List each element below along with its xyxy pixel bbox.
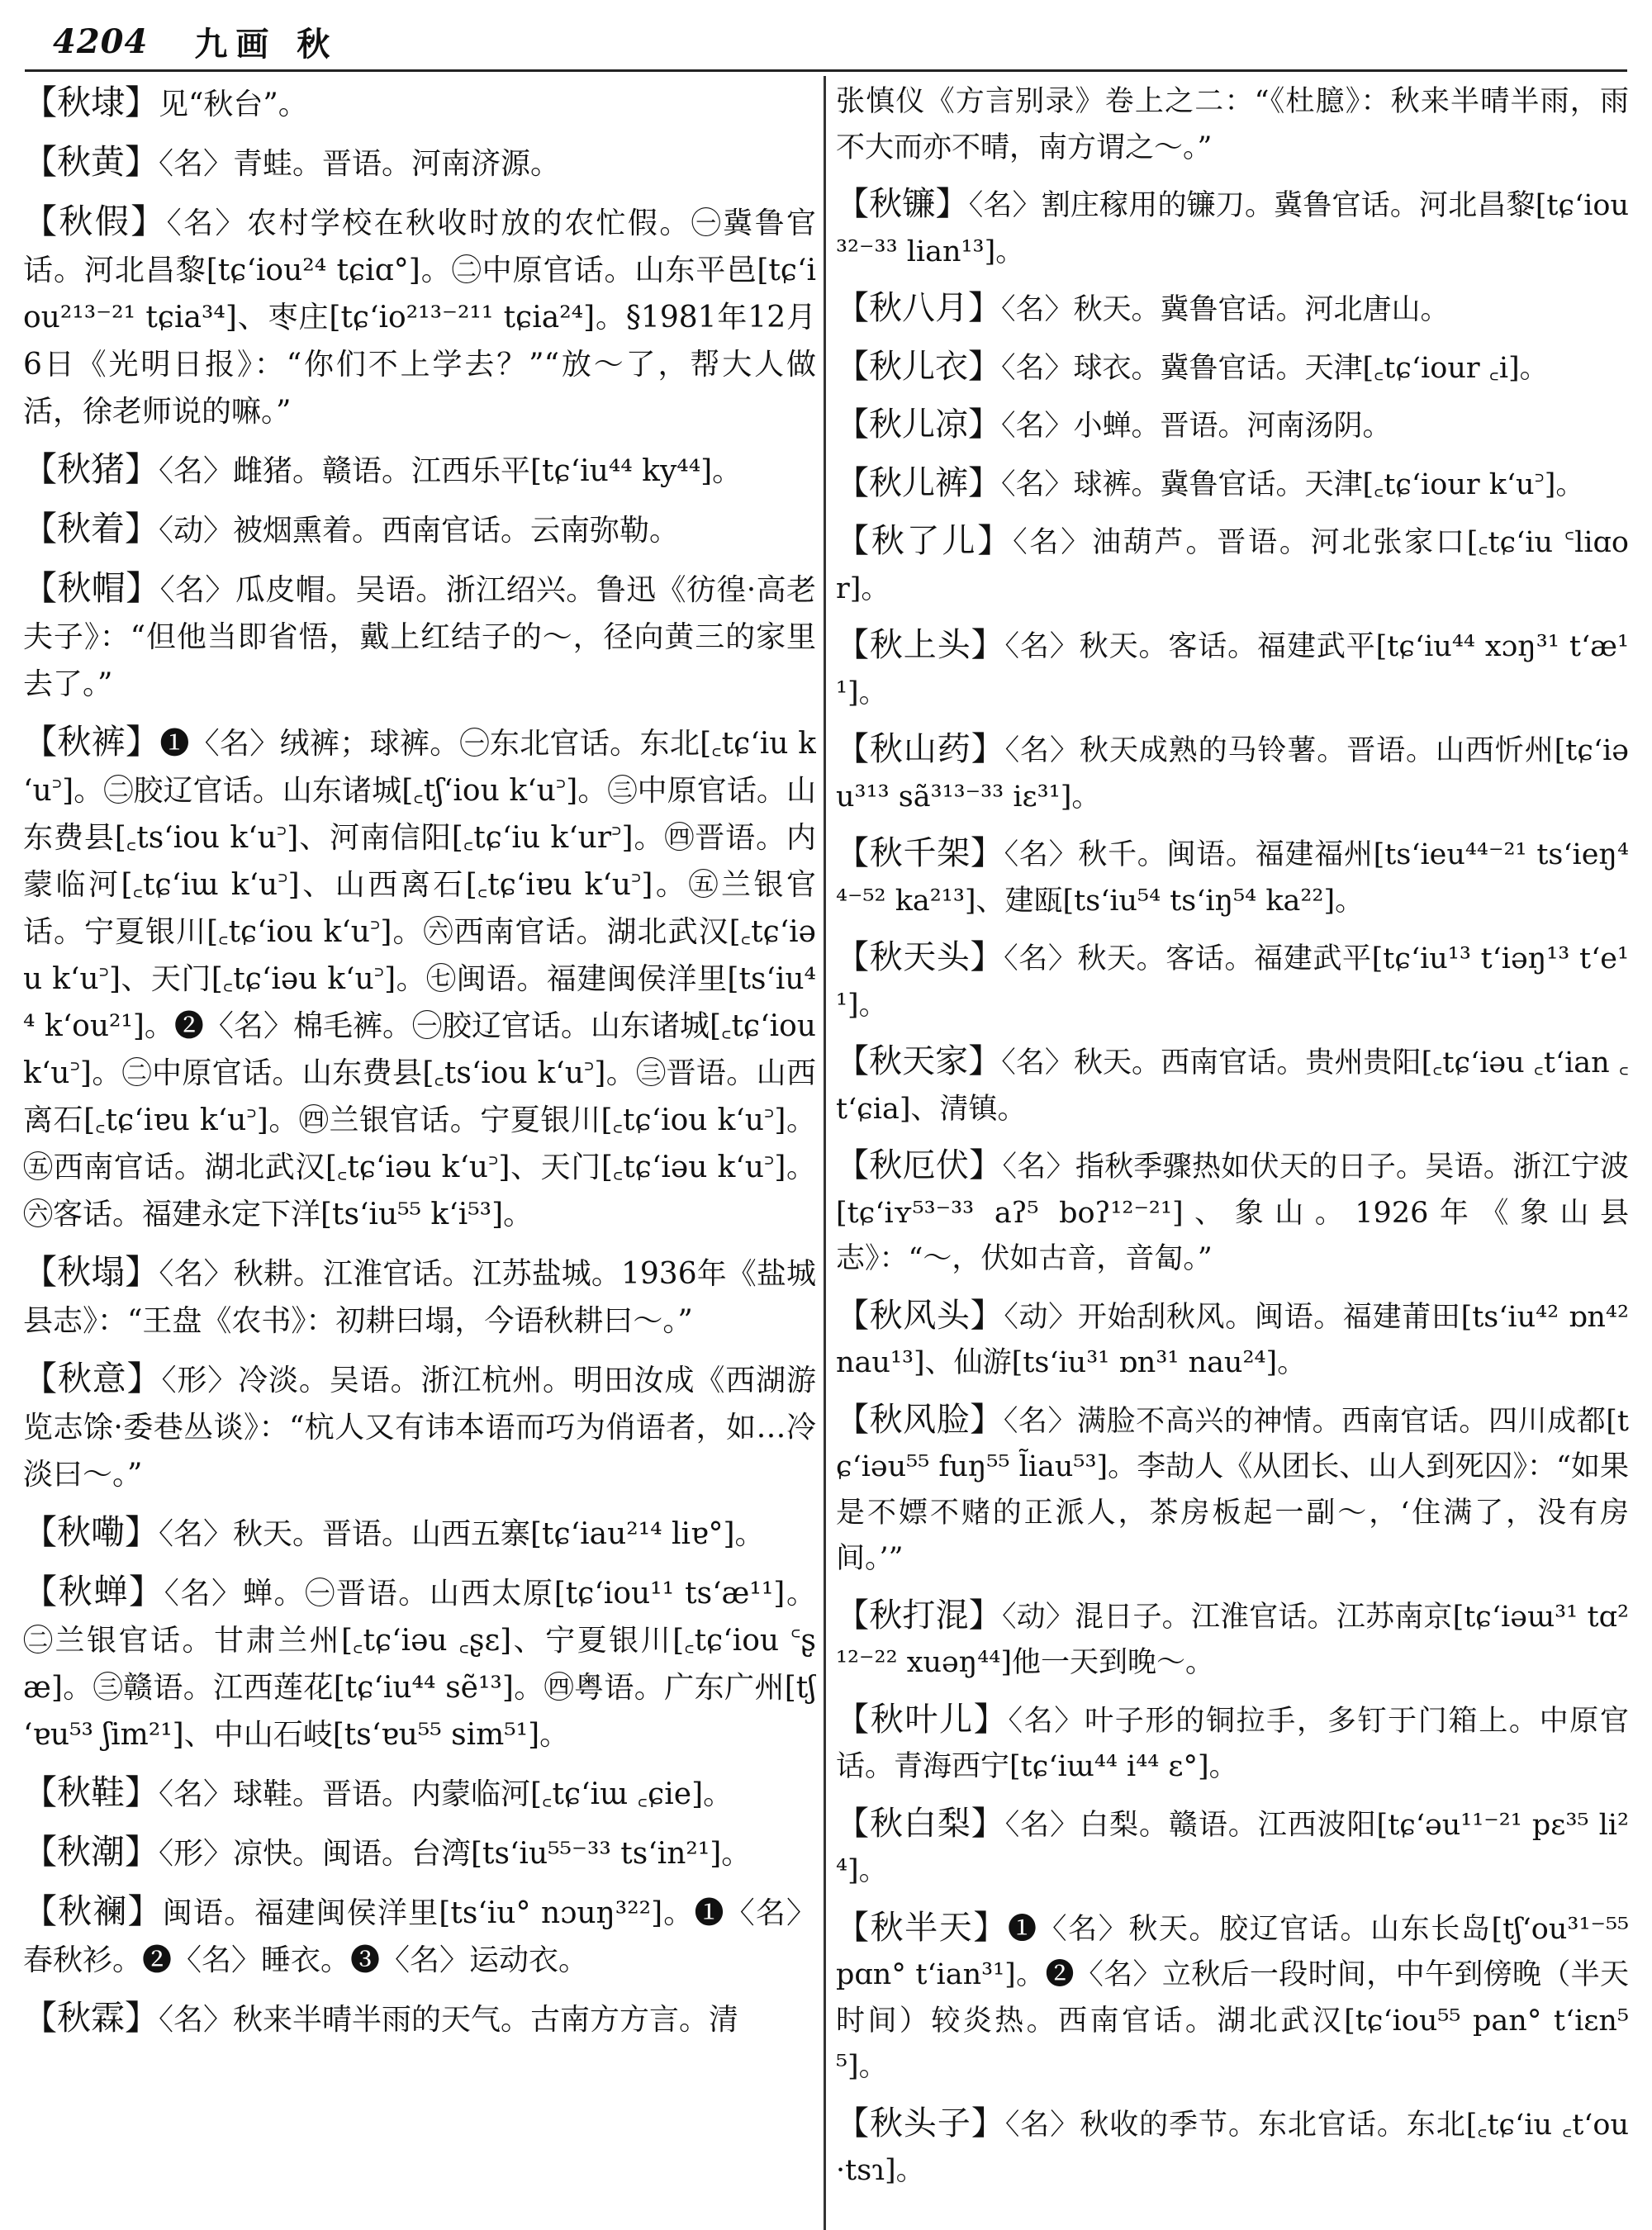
entry-definition: 〈名〉秋耕。江淮官话。江苏盐城。1936年《盐城县志》：“王盘《农书》：初耕曰塌，今语秋耕曰～。” bbox=[23, 1257, 816, 1338]
dictionary-entry bbox=[23, 719, 816, 1238]
dictionary-entry bbox=[836, 402, 1629, 450]
entry-definition: 〈名〉秋天。客话。福建武平[tɕʻiu¹³ tʻiəŋ¹³ tʻe¹¹]。 bbox=[836, 942, 1629, 1022]
entry-headword: 【秋潮】 bbox=[23, 1832, 159, 1872]
entry-headword: 【秋儿凉】 bbox=[836, 406, 1001, 444]
dictionary-entry bbox=[836, 1397, 1629, 1582]
entry-headword: 【秋半天】 bbox=[836, 1908, 1008, 1947]
entry-headword: 【秋风头】 bbox=[836, 1296, 1004, 1335]
entry-definition: 〈名〉雌猪。赣语。江西乐平[tɕʻiu⁴⁴ ky⁴⁴]。 bbox=[159, 454, 743, 488]
entry-headword: 【秋白梨】 bbox=[836, 1804, 1005, 1843]
dictionary-entry bbox=[23, 1249, 816, 1345]
dictionary-entry bbox=[836, 519, 1629, 612]
dictionary-entry bbox=[23, 139, 816, 187]
entry-definition: 〈名〉球衣。冀鲁官话。天津[꜀tɕʻiour ꜀i]。 bbox=[1001, 351, 1549, 385]
page-number: 4204 bbox=[53, 21, 149, 61]
entry-headword: 【秋儿裤】 bbox=[836, 463, 1001, 502]
entry-headword: 【秋打混】 bbox=[836, 1596, 1002, 1635]
entry-headword: 【秋裤】 bbox=[23, 722, 160, 762]
dictionary-entry bbox=[836, 182, 1629, 275]
dictionary-entry bbox=[836, 1801, 1629, 1895]
entry-definition: 〈名〉指秋季骤热如伏天的日子。吴语。浙江宁波[tɕʻiʏ⁵³⁻³³ aʔ⁵ boʔ¹²⁻²¹]、象山。1926年《象山县志》：“～，伏如古音，音匐。” bbox=[836, 1151, 1629, 1275]
entry-headword: 【秋风脸】 bbox=[836, 1400, 1004, 1439]
running-title: 九画 秋 bbox=[194, 24, 339, 64]
entry-headword: 【秋黄】 bbox=[23, 142, 159, 182]
entry-definition: 〈动〉开始刮秋风。闽语。福建莆田[tsʻiu⁴² ɒn⁴² nau¹³]、仙游[tsʻiu³¹ ɒn³¹ nau²⁴]。 bbox=[836, 1300, 1629, 1379]
entry-definition: 〈名〉满脸不高兴的神情。西南官话。四川成都[tɕʻiəu⁵⁵ fuŋ⁵⁵ l̃iau⁵³]。李劼人《从团长、山人到死囚》：“如果是不嫖不赌的正派人，茶房板起一副～，‘住满了，没有房间。’” bbox=[836, 1404, 1629, 1575]
dictionary-entry bbox=[836, 727, 1629, 820]
entry-headword: 【秋着】 bbox=[23, 509, 159, 548]
entry-headword: 【秋厄伏】 bbox=[836, 1146, 1003, 1184]
dictionary-entry bbox=[836, 2101, 1629, 2194]
dictionary-entry bbox=[836, 1697, 1629, 1791]
dictionary-entry bbox=[23, 1509, 816, 1558]
entry-definition: ❶〈名〉秋天。胶辽官话。山东长岛[tʃʻou³¹⁻⁵⁵ pɑn° tʻian³¹]。❷〈名〉立秋后一段时间，中午到傍晚（半天时间）较炎热。西南官话。湖北武汉[tɕʻiou⁵⁵ pan° tʻiɛn⁵⁵]。 bbox=[836, 1912, 1629, 2083]
entry-headword: 【秋霖】 bbox=[23, 1998, 159, 2038]
entry-definition: 闽语。福建闽侯洋里[tsʻiu° nɔuŋ³²²]。❶〈名〉春秋衫。❷〈名〉睡衣。❸〈名〉运动衣。 bbox=[23, 1896, 816, 1977]
entry-definition: 张慎仪《方言别录》卷上之二：“《杜臆》：秋来半晴半雨，雨不大而亦不晴，南方谓之～。” bbox=[836, 85, 1629, 164]
dictionary-entry bbox=[836, 935, 1629, 1028]
entry-headword: 【秋天头】 bbox=[836, 938, 1004, 976]
entry-definition: 〈名〉青蛙。晋语。河南济源。 bbox=[159, 147, 561, 181]
page-header bbox=[53, 18, 338, 64]
dictionary-entry bbox=[836, 623, 1629, 716]
entry-definition: 〈名〉小蝉。晋语。河南汤阴。 bbox=[1001, 410, 1392, 443]
dictionary-entry bbox=[836, 344, 1629, 392]
entry-headword: 【秋假】 bbox=[23, 202, 167, 241]
entry-headword: 【秋山药】 bbox=[836, 730, 1005, 768]
entry-headword: 【秋上头】 bbox=[836, 626, 1005, 664]
entry-definition: 〈名〉割庄稼用的镰刀。冀鲁官话。河北昌黎[tɕʻiou³²⁻³³ lian¹³]。 bbox=[836, 189, 1629, 268]
dictionary-entry bbox=[23, 1829, 816, 1877]
entry-headword: 【秋猪】 bbox=[23, 449, 159, 489]
entry-headword: 【秋鞋】 bbox=[23, 1772, 159, 1812]
entry-headword: 【秋帽】 bbox=[23, 568, 160, 608]
entry-definition: 〈名〉球裤。冀鲁官话。天津[꜀tɕʻiour kʻu꜄]。 bbox=[1001, 467, 1585, 501]
dictionary-entry bbox=[23, 565, 816, 708]
entry-definition: 〈名〉蝉。㊀晋语。山西太原[tɕʻiou¹¹ tsʻæ¹¹]。㊁兰银官话。甘肃兰州[꜀tɕʻiəu ꜀ʂɛ]、宁夏银川[꜀tɕʻiou ꜂ʂæ]。㊂赣语。江西莲花[tɕʻiu⁴⁴ sẽ¹³]。㊃粤语。广东广州[tʃʻɐu⁵³ ʃim²¹]、中山石岐[tsʻɐu⁵⁵ sim⁵¹]。 bbox=[23, 1577, 816, 1752]
entry-headword: 【秋八月】 bbox=[836, 289, 1001, 327]
entry-definition: 〈名〉白梨。赣语。江西波阳[tɕʻəu¹¹⁻²¹ pɛ³⁵ li²⁴]。 bbox=[836, 1808, 1629, 1887]
dictionary-entry bbox=[23, 1888, 816, 1984]
entry-definition: 〈名〉农村学校在秋收时放的农忙假。㊀冀鲁官话。河北昌黎[tɕʻiou²⁴ tɕiɑ°]。㊁中原官话。山东平邑[tɕʻiou²¹³⁻²¹ tɕia³⁴]、枣庄[tɕʻio²¹³⁻²¹¹ tɕia²⁴]。§1981年12月6日《光明日报》：“你们不上学去？”“放～了，帮大人做活，徐老师说的嘛。” bbox=[23, 206, 816, 429]
dictionary-entry bbox=[836, 461, 1629, 509]
dictionary-entry bbox=[836, 1905, 1629, 2090]
dictionary-entry bbox=[23, 1355, 816, 1498]
entry-definition: 〈名〉瓜皮帽。吴语。浙江绍兴。鲁迅《彷徨·高老夫子》：“但他当即省悟，戴上红结子的～，径向黄三的家里去了。” bbox=[23, 573, 816, 701]
entry-definition: 〈形〉凉快。闽语。台湾[tsʻiu⁵⁵⁻³³ tsʻin²¹]。 bbox=[159, 1837, 752, 1871]
header-rule bbox=[25, 69, 1627, 72]
entry-continuation bbox=[836, 79, 1629, 171]
entry-headword: 【秋蝉】 bbox=[23, 1572, 164, 1611]
entry-headword: 【秋了儿】 bbox=[836, 522, 1014, 560]
entry-headword: 【秋叶儿】 bbox=[836, 1700, 1009, 1739]
entry-definition: 〈名〉球鞋。晋语。内蒙临河[꜀tɕʻiɯ ꜀ɕie]。 bbox=[159, 1777, 733, 1811]
entry-definition: 〈名〉叶子形的铜拉手，多钉于门箱上。中原官话。青海西宁[tɕʻiɯ⁴⁴ i⁴⁴ ɛ°]。 bbox=[836, 1704, 1629, 1783]
entry-headword: 【秋镰】 bbox=[836, 185, 969, 223]
entry-definition: 见“秋台”。 bbox=[159, 88, 308, 121]
left-column bbox=[23, 79, 816, 2227]
entry-headword: 【秋塌】 bbox=[23, 1252, 159, 1292]
entry-headword: 【秋天家】 bbox=[836, 1042, 1002, 1080]
entry-headword: 【秋千架】 bbox=[836, 834, 1004, 872]
entry-definition: 〈动〉被烟熏着。西南官话。云南弥勒。 bbox=[159, 514, 680, 548]
entry-definition: 〈名〉秋天。西南官话。贵州贵阳[꜀tɕʻiəu ꜀tʻian ꜀tʻɕia]、清镇。 bbox=[836, 1046, 1629, 1126]
dictionary-entry bbox=[23, 1995, 816, 2043]
entry-definition: 〈名〉秋天。客话。福建武平[tɕʻiu⁴⁴ xɔŋ³¹ tʻæ¹¹]。 bbox=[836, 630, 1629, 709]
entry-definition: 〈名〉秋天。晋语。山西五寨[tɕʻiau²¹⁴ liɐ°]。 bbox=[159, 1517, 765, 1551]
dictionary-entry bbox=[836, 1593, 1629, 1687]
dictionary-entry bbox=[23, 505, 816, 554]
dictionary-entry bbox=[23, 1568, 816, 1758]
entry-definition: 〈动〉混日子。江淮官话。江苏南京[tɕʻiəɯ³¹ tɑ²¹²⁻²² xuəŋ⁴⁴]他一天到晚～。 bbox=[836, 1600, 1629, 1679]
dictionary-entry bbox=[836, 1293, 1629, 1387]
entry-definition: ❶〈名〉绒裤；球裤。㊀东北官话。东北[꜀tɕʻiu kʻu꜄]。㊁胶辽官话。山东诸城[꜀tʃʻiou kʻu꜄]。㊂中原官话。山东费县[꜀tsʻiou kʻu꜄]、河南信阳[꜀tɕʻiu kʻur꜄]。㊃晋语。内蒙临河[꜀tɕʻiɯ kʻu꜄]、山西离石[꜀tɕʻiɐu kʻu꜄]。㊄兰银官话。宁夏银川[꜀tɕʻiou kʻu꜄]。㊅西南官话。湖北武汉[꜀tɕʻiəu kʻu꜄]、天门[꜀tɕʻiəu kʻu꜄]。㊆闽语。福建闽侯洋里[tsʻiu⁴⁴ kʻou²¹]。❷〈名〉棉毛裤。㊀胶辽官话。山东诸城[꜀tɕʻiou kʻu꜄]。㊁中原官话。山东费县[꜀tsʻiou kʻu꜄]。㊂晋语。山西离石[꜀tɕʻiɐu kʻu꜄]。㊃兰银官话。宁夏银川[꜀tɕʻiou kʻu꜄]。㊄西南官话。湖北武汉[꜀tɕʻiəu kʻu꜄]、天门[꜀tɕʻiəu kʻu꜄]。㊅客话。福建永定下洋[tsʻiu⁵⁵ kʻi⁵³]。 bbox=[23, 727, 816, 1231]
entry-definition: 〈名〉秋来半晴半雨的天气。古南方方言。清 bbox=[159, 2003, 739, 2037]
dictionary-entry bbox=[836, 1143, 1629, 1283]
right-column bbox=[836, 79, 1629, 2227]
entry-definition: 〈名〉秋天成熟的马铃薯。晋语。山西忻州[tɕʻiəu³¹³ sã³¹³⁻³³ iɛ³¹]。 bbox=[836, 734, 1629, 814]
column-divider bbox=[824, 76, 826, 2230]
entry-headword: 【秋头子】 bbox=[836, 2104, 1005, 2142]
dictionary-entry bbox=[836, 286, 1629, 334]
dictionary-entry bbox=[836, 1039, 1629, 1132]
entry-headword: 【秋嘞】 bbox=[23, 1512, 159, 1552]
entry-definition: 〈名〉秋天。冀鲁官话。河北唐山。 bbox=[1001, 293, 1450, 326]
entry-definition: 〈形〉冷淡。吴语。浙江杭州。明田汝成《西湖游览志馀·委巷丛谈》：“杭人又有讳本语而巧为俏语者，如…冷淡曰～。” bbox=[23, 1364, 816, 1492]
entry-headword: 【秋襕】 bbox=[23, 1891, 163, 1931]
entry-headword: 【秋埭】 bbox=[23, 83, 159, 122]
entry-definition: 〈名〉秋千。闽语。福建福州[tsʻieu⁴⁴⁻²¹ tsʻieŋ⁴⁴⁻⁵² ka²¹³]、建瓯[tsʻiu⁵⁴ tsʻiŋ⁵⁴ ka²²]。 bbox=[836, 838, 1629, 918]
dictionary-entry bbox=[23, 446, 816, 495]
dictionary-entry bbox=[836, 831, 1629, 924]
dictionary-entry bbox=[23, 1769, 816, 1818]
entry-definition: 〈名〉油葫芦。晋语。河北张家口[꜀tɕʻiu ꜂liɑor]。 bbox=[836, 526, 1629, 605]
entry-headword: 【秋儿衣】 bbox=[836, 347, 1001, 386]
dictionary-entry bbox=[23, 79, 816, 128]
dictionary-entry bbox=[23, 198, 816, 435]
entry-headword: 【秋意】 bbox=[23, 1359, 162, 1398]
entry-definition: 〈名〉秋收的季节。东北官话。东北[꜀tɕʻiu ꜀tʻou ·tsɿ]。 bbox=[836, 2108, 1629, 2187]
